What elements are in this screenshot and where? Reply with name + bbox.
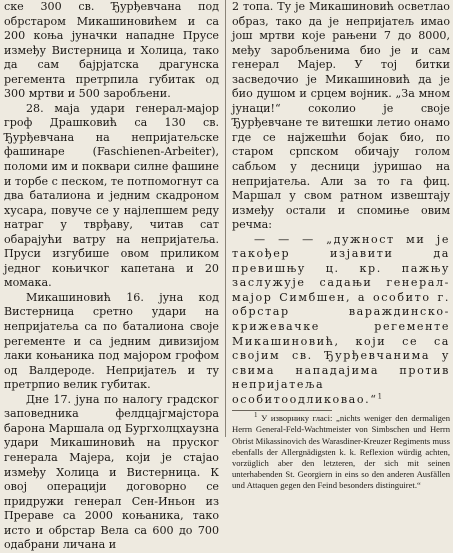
paragraph: 2 топа. Ту је Микашиновић осветлао образ, тако да је непријатељ имао још мртви које рањени 7 до 8000, међу заробљенима био је и сам генерал Мајер. У тој битки засведочио је Микашиновић да је био душом и срцем војник. „За мном јунаци!“ соколио је своје Ђурђевчане те витешки летио онамо где се најжешћи бојак био, по старом српском обичају голом сабљом у десници јуришао на непријатеља. Али за то га фиц. Маршал у свом ратном извештају између остали и спомиње овим речма: bbox=[232, 0, 450, 232]
paragraph: Микашиновић 16. јуна код Вистерница сретно удари на непријатеља са по баталиона своје регементе и са једним дивизијом лаки коњаника под мајором грофом од Валдероде. Непријатељ и ту претрпио велик губитак. bbox=[4, 290, 219, 392]
footnote-divider bbox=[232, 410, 332, 411]
footnote-marker: 1 bbox=[254, 411, 258, 420]
paragraph: ске 300 св. Ђурђевчана под обрстаром Микашиновићем и са 200 коња јуначки нападне Прусе између Вистерница и Холица, тако да сам бајрјатска драгунска регемента претрпила губитак од 300 мртви и 500 заробљени. bbox=[4, 0, 219, 101]
footnote-text: У изворнику глaсi: „nichts weniger den dermaligen Herrn General-Feld-Wachtmeister von Simbschen und Herrn Obrist Mikassinovich des Warasdiner-Kreuzer Regiments muss ebenfalls der Allergnädigsten k. k. Reflexion würdig achten, vorzüglich aber den letzteren, der sich mit seinen unterhabenden St. Georgiern in eins so den anderen Ausfällen und Attaquen gegen den Feind besonders distinguiret.“ bbox=[232, 413, 450, 490]
right-column bbox=[232, 0, 450, 490]
left-column bbox=[4, 0, 220, 552]
footnote bbox=[232, 413, 450, 491]
quoted-paragraph bbox=[232, 233, 450, 408]
paragraph: 28. маја удари генерал-мајор гроф Драшковић са 130 св. Ђурђевчана на непријатељске фашинаре (Faschienen-Arbeiter), поломи им и поквари силне фашине и торбе с песком, те потпомогнут са два баталиона и једним скадроном хусара, повуче се у најлепшем реду натраг у тврђаву, читав сат обарајући ватру на непријатеља. Пруси изгубише овом приликом једног коњичког капетана и 20 момака. bbox=[4, 101, 219, 290]
paragraph: Дне 17. јуна по налогу градског заповедника фелдцајгмајстора барона Маршала од Бургхолцхаузна удари Микашиновић на пруског генерала Мајера, који је стајао између Холица и Вистерница. К овој операцији договорно се придружи генерал Сен-Иньон из Прераве са 2000 коњаника, тако исто и обрстар Вела са 600 до 700 одабрани личана и bbox=[4, 392, 220, 552]
footnote-reference: 1 bbox=[377, 392, 383, 401]
column-divider bbox=[225, 0, 226, 437]
quote-text: — — — „дужност ми је такођер изјавити да превишњу ц. кр. пажњу заслужује садањи генерал-мајор Симбшен, а особито г. обрстар вараждинско-крижевачке регементе Микашиновић, који се са својим св. Ђурђевчанима у свима нападајима против непријатеља особитоодликовао.“ bbox=[232, 232, 450, 406]
